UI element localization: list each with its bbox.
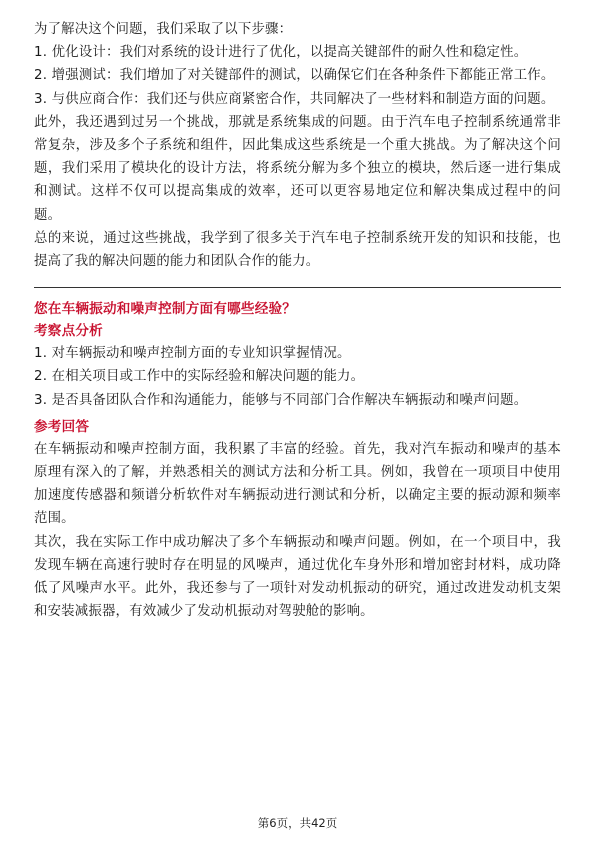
analysis-item: 2. 在相关项目或工作中的实际经验和解决问题的能力。	[34, 369, 365, 385]
step-item: 3. 与供应商合作：我们还与供应商紧密合作，共同解决了一些材料和制造方面的问题。	[34, 91, 555, 107]
body-paragraph: 此外，我还遇到过另一个挑战，那就是系统集成的问题。由于汽车电子控制系统通常非常复杂，涉及多个子系统和组件，因此集成这些系统是一个重大挑战。为了解决这个问题，我们采用了模块化的设计方法，将系统分解为多个独立的模块，然后逐一进行集成和测试。这样不仅可以提高集成的效率，还可以更容易地定位和解决集成过程中的问题。	[34, 114, 561, 223]
page-number: 第6页，共42页	[257, 816, 338, 830]
step-item: 1. 优化设计：我们对系统的设计进行了优化，以提高关键部件的耐久性和稳定性。	[34, 45, 528, 61]
analysis-item: 1. 对车辆振动和噪声控制方面的专业知识掌握情况。	[34, 346, 351, 362]
step-item: 2. 增强测试：我们增加了对关键部件的测试，以确保它们在各种条件下都能正常工作。	[34, 68, 555, 84]
intro-paragraph: 为了解决这个问题，我们采取了以下步骤：	[34, 22, 293, 37]
answer-heading: 参考回答	[34, 418, 90, 435]
analysis-item: 3. 是否具备团队合作和沟通能力，能够与不同部门合作解决车辆振动和噪声问题。	[34, 392, 528, 408]
answer-paragraph: 在车辆振动和噪声控制方面，我积累了丰富的经验。首先，我对汽车振动和噪声的基本原理有深入的了解，并熟悉相关的测试方法和分析工具。例如，我曾在一项项目中使用加速度传感器和频谱分析软件对车辆振动进行测试和分析，以确定主要的振动源和频率范围。	[34, 441, 561, 527]
section-divider	[34, 287, 561, 288]
analysis-heading: 考察点分析	[34, 323, 103, 340]
summary-paragraph: 总的来说，通过这些挑战，我学到了很多关于汽车电子控制系统开发的知识和技能，也提高了我的解决问题的能力和团队合作的能力。	[34, 230, 561, 270]
answer-paragraph: 其次，我在实际工作中成功解决了多个车辆振动和噪声问题。例如，在一个项目中，我发现车辆在高速行驶时存在明显的风噪声，通过优化车身外形和增加密封材料，成功降低了风噪声水平。此外，我还参与了一项针对发动机振动的研究，通过改进发动机支架和安装减振器，有效减少了发动机振动对驾驶舱的影响。	[34, 534, 561, 620]
page-content	[34, 18, 561, 623]
question-title: 您在车辆振动和噪声控制方面有哪些经验？	[34, 301, 297, 318]
